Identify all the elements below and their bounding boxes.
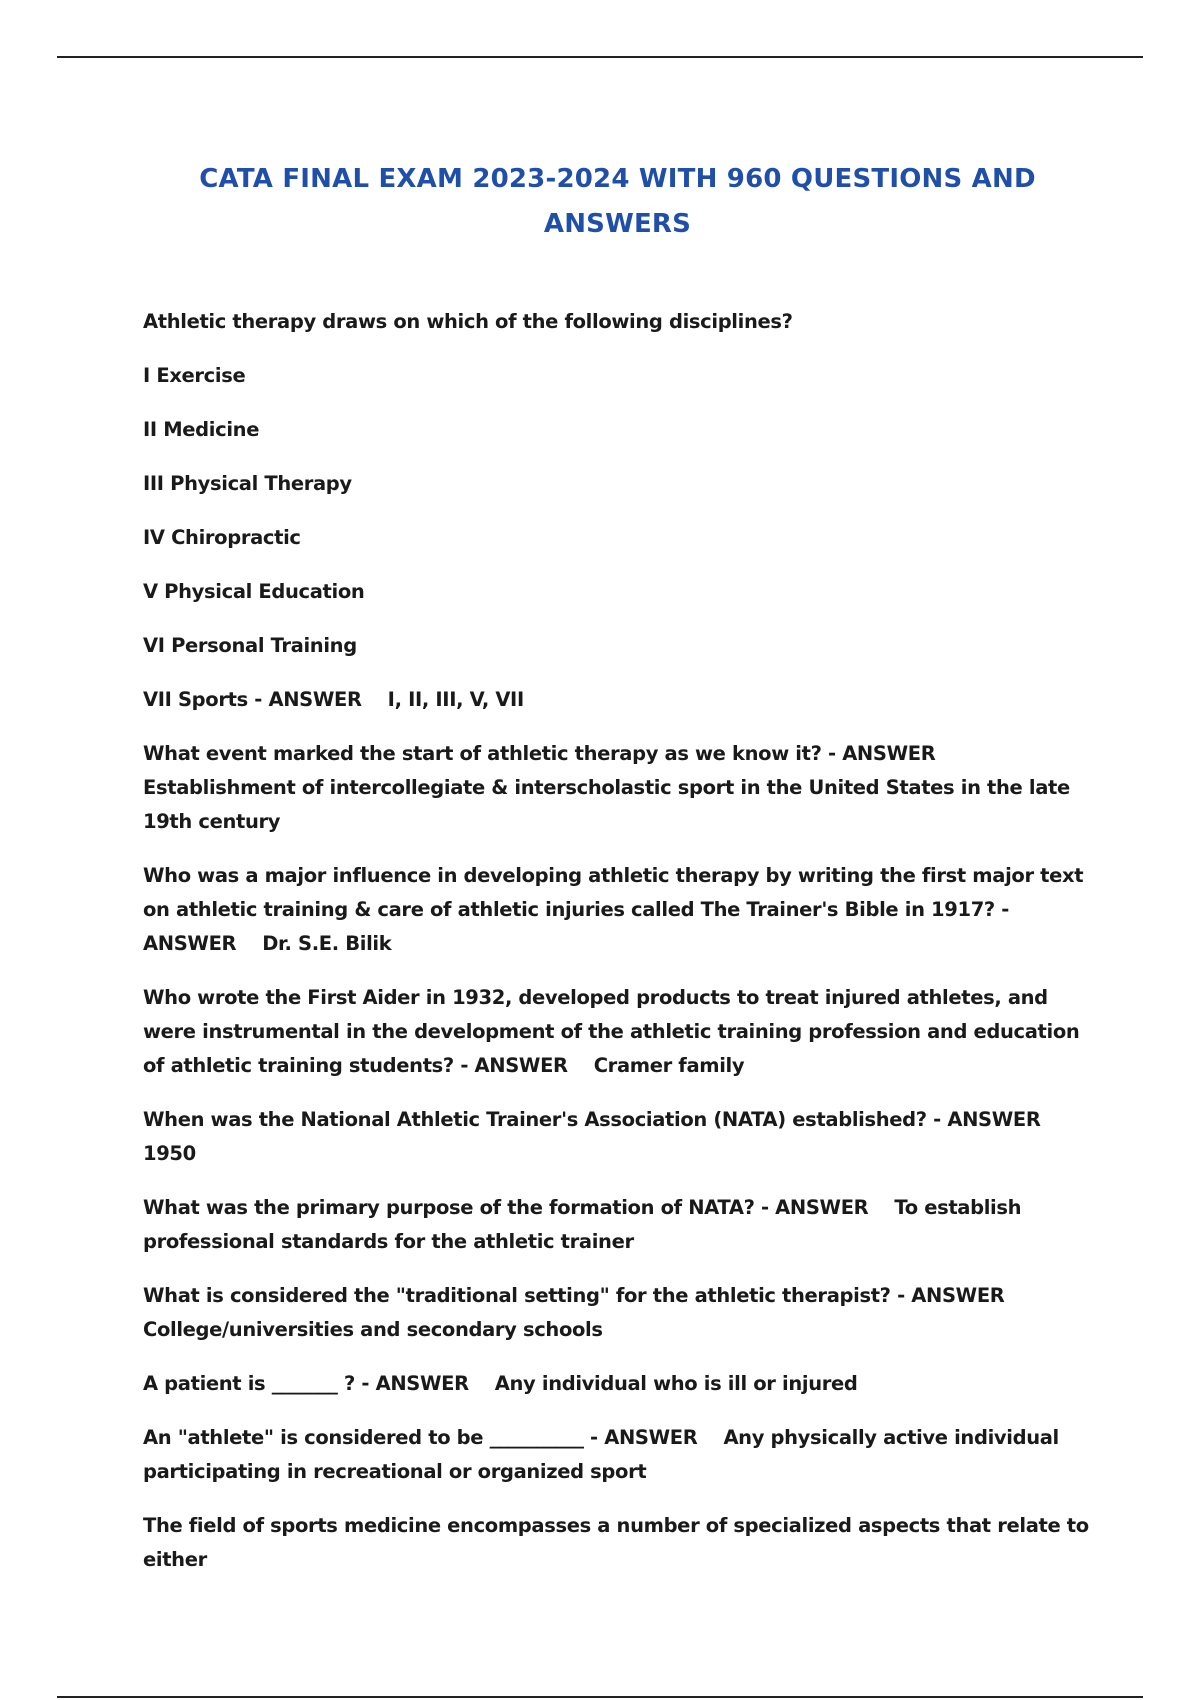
list-item: IV Chiropractic (143, 526, 301, 549)
answer-text: College/universities and secondary schools (143, 1318, 603, 1341)
top-rule (57, 56, 1143, 58)
document-body (143, 305, 1098, 1597)
answer-text: Any physically active individual participating in recreational or organized sport (143, 1426, 1059, 1483)
qa-item (143, 737, 1098, 839)
question-text: A patient is _______ ? - ANSWER (143, 1372, 469, 1395)
qa-item (143, 981, 1098, 1083)
question-text: What was the primary purpose of the formation of NATA? - ANSWER (143, 1196, 869, 1219)
answer-text: Any individual who is ill or injured (494, 1372, 858, 1395)
qa-item (143, 1103, 1098, 1171)
answer-text: Establishment of intercollegiate & interscholastic sport in the United States in the late 19th century (143, 776, 1070, 833)
list-item: V Physical Education (143, 580, 365, 603)
list-item: III Physical Therapy (143, 472, 352, 495)
question-text: Who was a major influence in developing athletic therapy by writing the first major text on athletic training & care of athletic injuries called The Trainer's Bible in 1917? - ANSWER (143, 864, 1084, 955)
answer-text: Cramer family (593, 1054, 745, 1077)
answer-text: To establish professional standards for the athletic trainer (143, 1196, 1022, 1253)
answer-text: I, II, III, V, VII (387, 688, 524, 711)
qa-item (143, 683, 1098, 717)
document-title: CATA FINAL EXAM 2023-2024 WITH 960 QUESTIONS AND ANSWERS (199, 164, 1036, 240)
question-text: Who wrote the First Aider in 1932, developed products to treat injured athletes, and were instrumental in the development of the athletic training profession and education of athletic training students? - ANSWER (143, 986, 1080, 1077)
paragraph: Athletic therapy draws on which of the following disciplines? (143, 310, 793, 333)
question-text: An "athlete" is considered to be __________ - ANSWER (143, 1426, 698, 1449)
answer-text: 1950 (143, 1142, 196, 1165)
question-text: VII Sports - ANSWER (143, 688, 362, 711)
qa-item (143, 1279, 1098, 1347)
list-item: I Exercise (143, 364, 246, 387)
paragraph: The field of sports medicine encompasses a number of specialized aspects that relate to either (143, 1514, 1089, 1571)
qa-item (143, 1421, 1098, 1489)
question-text: What event marked the start of athletic therapy as we know it? - ANSWER (143, 742, 936, 765)
question-text: What is considered the "traditional setting" for the athletic therapist? - ANSWER (143, 1284, 1005, 1307)
bottom-rule (57, 1696, 1143, 1698)
question-text: When was the National Athletic Trainer's Association (NATA) established? - ANSWER (143, 1108, 1041, 1131)
list-item: II Medicine (143, 418, 260, 441)
answer-text: Dr. S.E. Bilik (262, 932, 392, 955)
qa-item (143, 1367, 1098, 1401)
list-item: VI Personal Training (143, 634, 357, 657)
qa-item (143, 1191, 1098, 1259)
qa-item (143, 859, 1098, 961)
